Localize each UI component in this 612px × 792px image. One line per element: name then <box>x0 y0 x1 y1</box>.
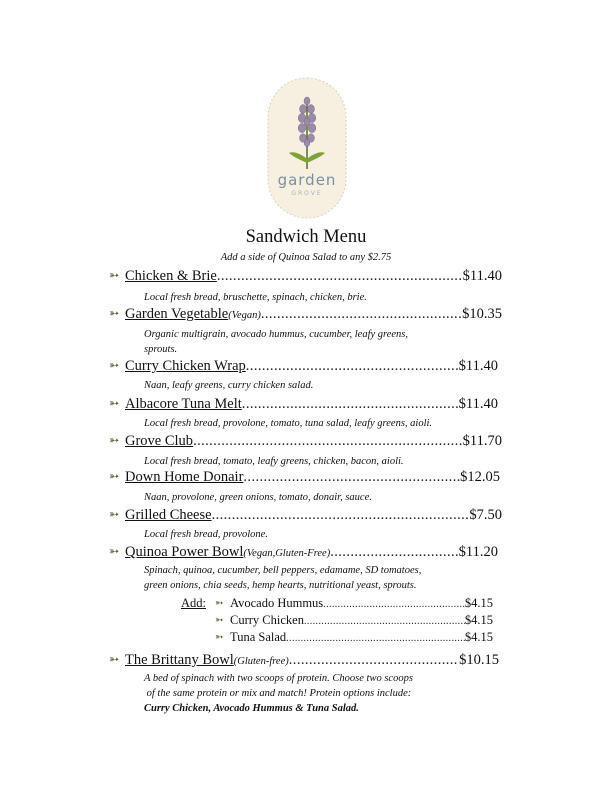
addon-name: Avocado Hummus <box>230 596 324 610</box>
menu-item-down-home-donair <box>109 469 500 486</box>
menu-item-chicken-brie <box>109 268 502 285</box>
item-name: Grilled Cheese <box>125 507 212 523</box>
menu-title: Sandwich Menu <box>245 227 367 247</box>
item-price: $10.15 <box>459 652 499 668</box>
lavender-sprig-icon <box>267 77 347 219</box>
addon-name: Tuna Salad <box>230 630 287 644</box>
menu-item-grove-club <box>109 433 502 450</box>
item-price: $11.40 <box>458 358 498 374</box>
dot-leader <box>212 507 470 524</box>
item-description: Local fresh bread, tomato, leafy greens, chicken, bacon, aioli. <box>144 456 404 467</box>
menu-item-grilled-cheese <box>109 507 502 524</box>
addon-price: $4.15 <box>464 613 493 627</box>
arrow-bullet-icon: ➳ <box>215 632 224 643</box>
dot-leader <box>217 268 463 285</box>
item-name: Grove Club <box>125 433 194 449</box>
item-description: Organic multigrain, avocado hummus, cucumber, leafy greens, sprouts. <box>144 329 409 355</box>
dot-leader <box>289 652 459 669</box>
item-name: The Brittany Bowl <box>125 652 234 668</box>
arrow-bullet-icon: ➳ <box>215 598 224 609</box>
item-price: $11.40 <box>462 268 502 284</box>
dot-leader <box>242 396 459 413</box>
garden-grove-logo <box>267 77 347 219</box>
item-name: Garden Vegetable <box>125 306 229 322</box>
item-note: (Vegan,Gluten-Free) <box>243 548 331 559</box>
item-price: $11.40 <box>458 396 498 412</box>
item-name: Down Home Donair <box>125 469 244 485</box>
item-description: Spinach, quinoa, cucumber, bell peppers, edamame, SD tomatoes, green onions, chia seeds, hemp hearts, nutritional yeast, sprouts. <box>144 565 422 591</box>
dot-leader <box>323 599 465 610</box>
addon-tuna-salad <box>215 630 493 645</box>
arrow-bullet-icon: ➳ <box>215 615 224 626</box>
arrow-bullet-icon: ➳ <box>109 433 120 447</box>
menu-item-quinoa-power-bowl <box>109 544 498 561</box>
item-price: $11.70 <box>462 433 502 449</box>
item-name: Chicken & Brie <box>125 268 217 284</box>
addons-label: Add: <box>181 596 206 610</box>
arrow-bullet-icon: ➳ <box>109 544 120 558</box>
item-price: $11.20 <box>458 544 498 560</box>
dot-leader <box>243 469 460 486</box>
menu-item-albacore-tuna-melt <box>109 396 498 413</box>
arrow-bullet-icon: ➳ <box>109 396 120 410</box>
item-description: Naan, provolone, green onions, tomato, donair, sauce. <box>144 492 372 503</box>
item-price: $12.05 <box>460 469 500 485</box>
item-note: (Gluten-free) <box>233 656 289 667</box>
item-description: Local fresh bread, provolone. <box>144 529 268 540</box>
menu-item-brittany-bowl <box>109 652 499 669</box>
arrow-bullet-icon: ➳ <box>109 469 120 483</box>
dot-leader <box>286 633 465 644</box>
item-description: A bed of spinach with two scoops of protein. Choose two scoops of the same protein or mix and match! Protein options include: Curry Chicken, Avocado Hummus & Tuna Salad. <box>144 673 413 714</box>
dot-leader <box>330 544 458 561</box>
item-name: Albacore Tuna Melt <box>125 396 242 412</box>
arrow-bullet-icon: ➳ <box>109 507 120 521</box>
svg-text:GROVE: GROVE <box>291 190 323 197</box>
item-description: Local fresh bread, bruschette, spinach, chicken, brie. <box>144 292 367 303</box>
item-name: Quinoa Power Bowl <box>125 544 244 560</box>
arrow-bullet-icon: ➳ <box>109 268 120 282</box>
item-name: Curry Chicken Wrap <box>125 358 246 374</box>
arrow-bullet-icon: ➳ <box>109 306 120 320</box>
dot-leader <box>261 306 462 323</box>
item-price: $10.35 <box>462 306 502 322</box>
dot-leader <box>304 616 465 627</box>
item-price: $7.50 <box>469 507 502 523</box>
dot-leader <box>246 358 459 375</box>
addon-curry-chicken <box>215 613 493 628</box>
item-note: (Vegan) <box>228 310 261 321</box>
addon-price: $4.15 <box>464 596 493 610</box>
svg-text:garden: garden <box>277 171 337 189</box>
addon-name: Curry Chicken <box>230 613 304 627</box>
dot-leader <box>193 433 463 450</box>
addon-avocado-hummus <box>215 596 493 611</box>
arrow-bullet-icon: ➳ <box>109 358 120 372</box>
item-description: Local fresh bread, provolone, tomato, tuna salad, leafy greens, aioli. <box>144 418 433 429</box>
arrow-bullet-icon: ➳ <box>109 652 120 666</box>
menu-subtitle: Add a side of Quinoa Salad to any $2.75 <box>220 252 392 263</box>
menu-item-garden-vegetable <box>109 306 502 323</box>
item-description: Naan, leafy greens, curry chicken salad. <box>144 380 314 391</box>
addon-price: $4.15 <box>464 630 493 644</box>
menu-item-curry-chicken-wrap <box>109 358 498 375</box>
